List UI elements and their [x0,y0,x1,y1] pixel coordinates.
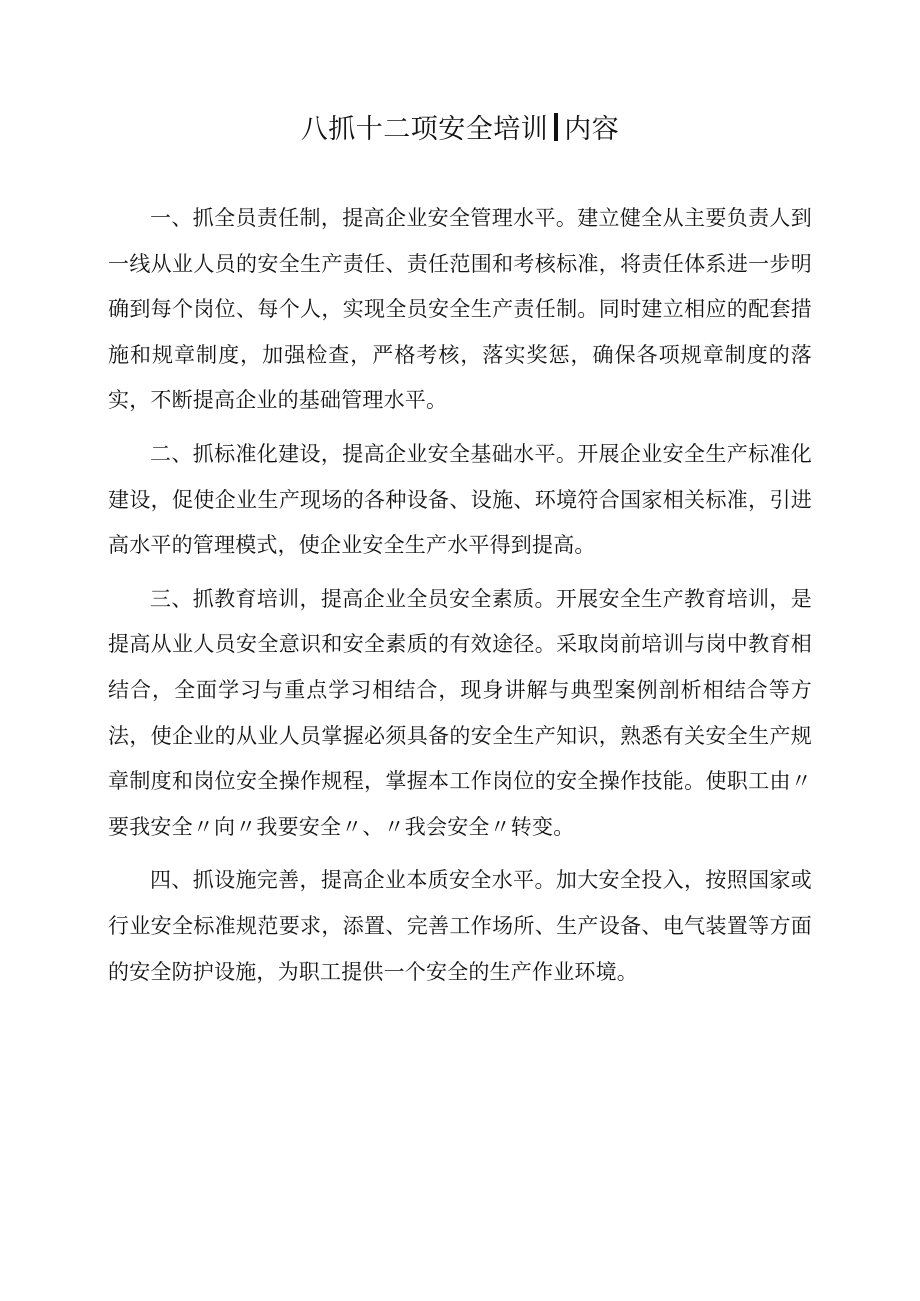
title-tail-text: 内容 [564,114,620,145]
document-title [0,112,920,148]
paragraph-2: 二、抓标准化建设，提高企业安全基础水平。开展企业安全生产标准化建设，促使企业生产现场的各种设备、设施、环境符合国家相关标准，引进高水平的管理模式，使企业安全生产水平得到提高。 [108,441,812,558]
paragraph-3: 三、抓教育培训，提高企业全员安全素质。开展安全生产教育培训，是提高从业人员安全意识和安全素质的有效途径。采取岗前培训与岗中教育相结合，全面学习与重点学习相结合，现身讲解与典型案例剖析相结合等方法，使企业的从业人员掌握必须具备的安全生产知识，熟悉有关安全生产规章制度和岗位安全操作规程，掌握本工作岗位的安全操作技能。使职工由〃要我安全〃向〃我要安全〃、〃我会安全〃转变。 [108,586,812,839]
paragraph-1: 一、抓全员责任制，提高企业安全管理水平。建立健全从主要负责人到一线从业人员的安全生产责任、责任范围和考核标准，将责任体系进一步明确到每个岗位、每个人，实现全员安全生产责任制。同时建立相应的配套措施和规章制度，加强检查，严格考核，落实奖惩，确保各项规章制度的落实，不断提高企业的基础管理水平。 [108,206,812,413]
paragraph-4: 四、抓设施完善，提高企业本质安全水平。加大安全投入，按照国家或行业安全标准规范要求，添置、完善工作场所、生产设备、电气装置等方面的安全防护设施，为职工提供一个安全的生产作业环境。 [108,868,812,984]
document-body [108,196,812,1003]
title-main-text: 八抓十二项安全培训 [300,114,549,145]
title-separator-bar [554,113,558,141]
